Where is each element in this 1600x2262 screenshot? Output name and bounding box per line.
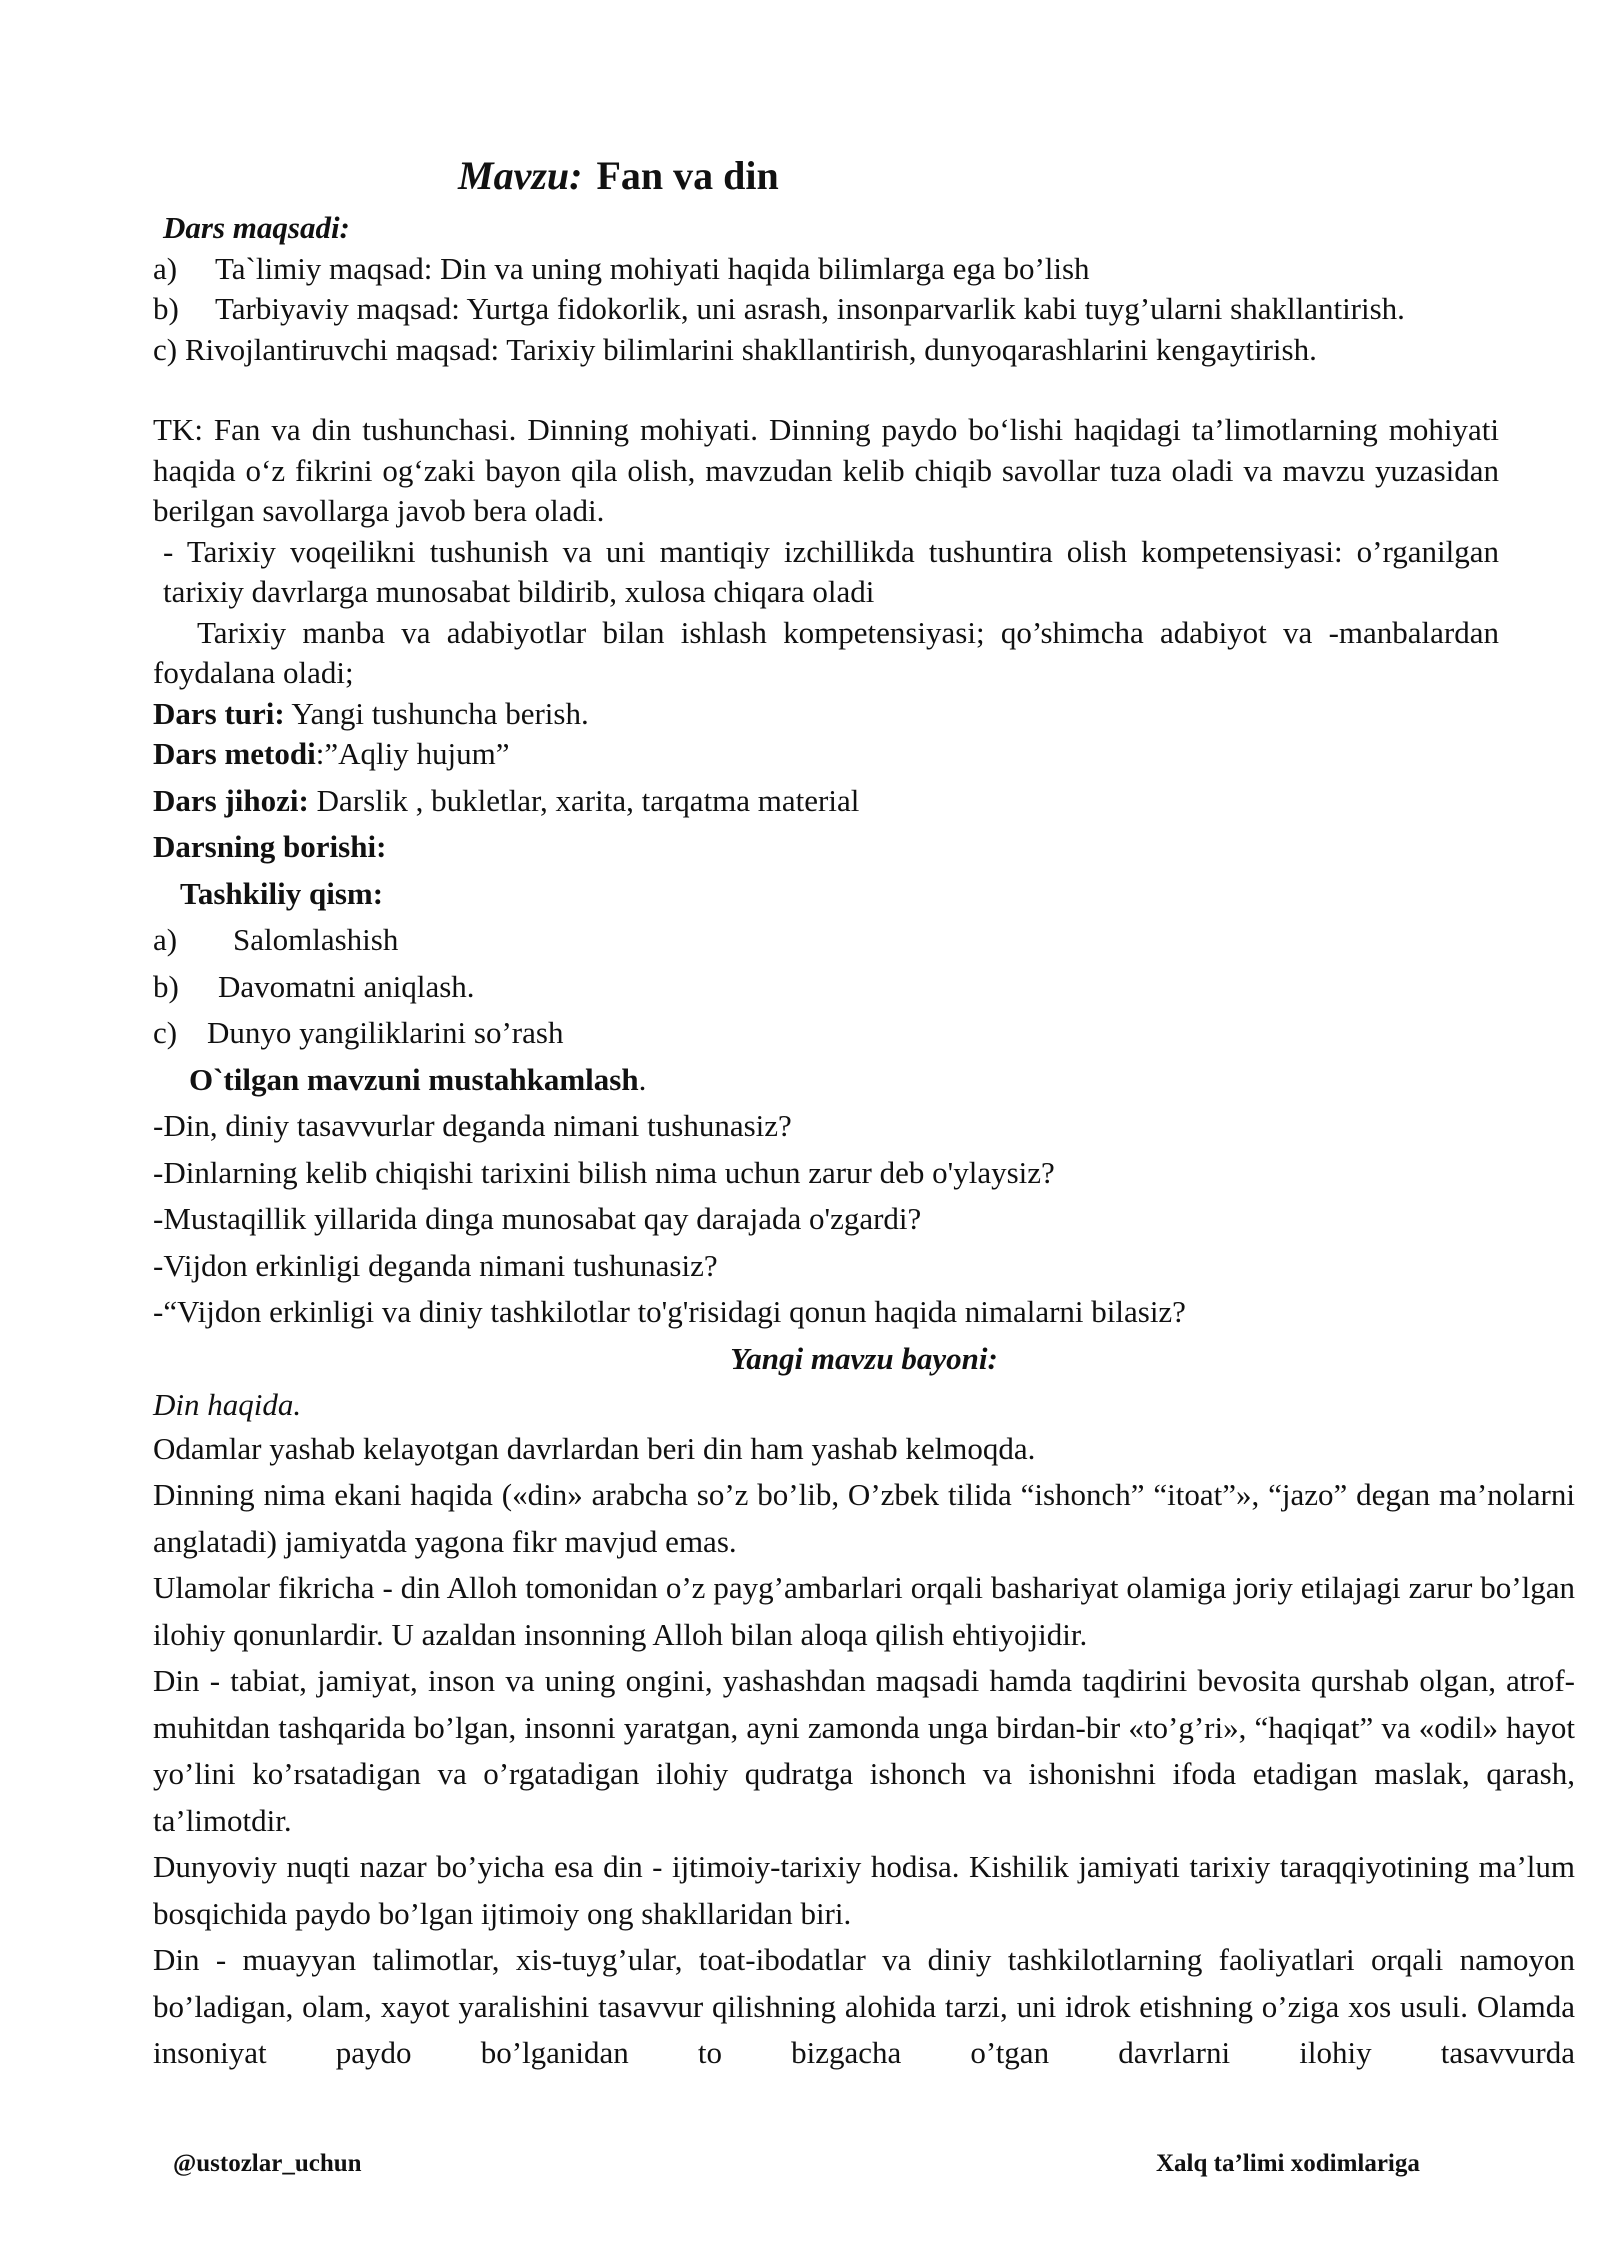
new-topic-heading: Yangi mavzu bayoni: xyxy=(730,1340,998,1376)
organizational-heading: Tashkiliy qism: xyxy=(180,875,384,911)
list-item-text: Davomatni aniqlash. xyxy=(218,968,475,1004)
lesson-method xyxy=(153,734,1575,775)
list-item-text: Salomlashish xyxy=(233,922,399,957)
review-heading xyxy=(153,1060,1575,1101)
lesson-type xyxy=(153,694,1575,735)
goal-b-marker: b) xyxy=(153,291,179,326)
competency-history: - Tarixiy voqeilikni tushunish va uni mantiqiy izchillikda tushuntira olish kompetensiyasi: o’rganilgan tarixiy davrlarga munosabat bildirib, xulosa chiqara oladi xyxy=(163,533,1499,609)
paragraph: Ulamolar fikricha - din Alloh tomonidan o’z payg’ambarlari orqali bashariyat olamiga joriy etilajagi zarur bo’lgan ilohiy qonunlardir. U azaldan insonning Alloh bilan aloqa qilish ehtiyojidir. xyxy=(153,1570,1575,1652)
lesson-equipment-value: Darslik , bukletlar, xarita, tarqatma material xyxy=(316,782,860,818)
competency-sources: Tarixiy manba va adabiyotlar bilan ishlash kompetensiyasi; qo’shimcha adabiyot va -manbalardan foydalana oladi; xyxy=(153,614,1499,690)
review-question: -Dinlarning kelib chiqishi tarixini bilish nima uchun zarur deb o'ylaysiz? xyxy=(153,1154,1055,1190)
review-question: -Din, diniy tasavvurlar deganda nimani tushunasiz? xyxy=(153,1108,792,1143)
list-item xyxy=(153,967,1575,1008)
paragraph: Din - muayyan talimotlar, xis-tuyg’ular, toat-ibodatlar va diniy tashkilotlarning faoliyatlari orqali namoyon bo’ladigan, olam, xayot yaralishini tasavvur qilishning alohida tarzi, uni idrok etishning o’ziga xos usuli. Olamda insoniyat paydo bo’lganidan to bizgacha o’tgan davrlarni ilohiy tasavvurda xyxy=(153,1942,1575,2070)
lesson-equipment xyxy=(153,781,1575,822)
title-label: Mavzu: xyxy=(458,153,583,198)
goals-heading: Dars maqsadi: xyxy=(163,210,350,245)
document-body xyxy=(153,208,1575,2077)
lesson-progress-heading: Darsning borishi: xyxy=(153,829,387,864)
paragraph: Din - tabiat, jamiyat, inson va uning ongini, yashashdan maqsadi hamda taqdirini bevosita qurshab olgan, atrof-muhitdan tashqarida bo’lgan, insonni yaratgan, ayni zamonda unga birdan-bir «to’g’ri», “haqiqat” va «odil» hayot yo’lini ko’rsatadigan va o’rgatadigan ilohiy qudratga ishonch va ishonishni ifoda etadigan maslak, qarash, ta’limotdir. xyxy=(153,1663,1575,1838)
goal-a xyxy=(153,249,1575,290)
list-item xyxy=(153,1013,1575,1054)
new-topic-subheading: Din haqida. xyxy=(153,1387,302,1422)
review-question: -Vijdon erkinligi deganda nimani tushunasiz? xyxy=(153,1247,718,1283)
review-question: -Mustaqillik yillarida dinga munosabat qay darajada o'zgardi? xyxy=(153,1201,922,1236)
list-item xyxy=(153,920,1575,961)
list-item-marker: c) xyxy=(153,1015,178,1050)
goal-b-text: Tarbiyaviy maqsad: Yurtga fidokorlik, uni asrash, insonparvarlik kabi tuyg’ularni shakllantirish. xyxy=(215,291,1405,326)
paragraph: Dunyoviy nuqti nazar bo’yicha esa din - ijtimoiy-tarixiy hodisa. Kishilik jamiyati tarixiy taraqqiyotining ma’lum bosqichida paydo bo’lgan ijtimoiy ong shakllaridan biri. xyxy=(153,1849,1575,1931)
lesson-type-label: Dars turi: xyxy=(153,695,285,731)
title-text: Fan va din xyxy=(596,153,779,198)
list-item-marker: b) xyxy=(153,968,179,1004)
lesson-method-label: Dars metodi xyxy=(153,736,316,771)
review-question: -“Vijdon erkinligi va diniy tashkilotlar to'g'risidagi qonun haqida nimalarni bilasiz? xyxy=(153,1294,1186,1329)
list-item-marker: a) xyxy=(153,922,178,957)
review-heading-text: O`tilgan mavzuni mustahkamlash xyxy=(189,1061,639,1097)
review-heading-suffix: . xyxy=(638,1061,647,1097)
paragraph: Dinning nima ekani haqida («din» arabcha so’z bo’lib, O’zbek tilida “ishonch” “itoat”», “jazo” degan ma’nolarni anglatadi) jamiyatda yagona fikr mavjud emas. xyxy=(153,1477,1575,1559)
footer-audience: Xalq ta’limi xodimlariga xyxy=(1156,2150,1420,2177)
paragraph: Odamlar yashab kelayotgan davrlardan beri din ham yashab kelmoqda. xyxy=(153,1430,1036,1466)
list-item-text: Dunyo yangiliklarini so’rash xyxy=(207,1015,564,1050)
goal-b xyxy=(153,289,1575,330)
goal-a-marker: a) xyxy=(153,250,178,286)
footer-handle: @ustozlar_uchun xyxy=(173,2150,362,2177)
lesson-equipment-label: Dars jihozi: xyxy=(153,782,309,818)
spacer xyxy=(153,370,1575,410)
lesson-method-value: :”Aqliy hujum” xyxy=(315,736,510,771)
new-topic-text xyxy=(153,1426,1575,2077)
goal-c: c) Rivojlantiruvchi maqsad: Tarixiy bilimlarini shakllantirish, dunyoqarashlarini kengaytirish. xyxy=(153,331,1317,367)
lesson-type-value: Yangi tushuncha berish. xyxy=(291,695,589,731)
goal-a-text: Ta`limiy maqsad: Din va uning mohiyati haqida bilimlarga ega bo’lish xyxy=(215,250,1090,286)
competency-tk: TK: Fan va din tushunchasi. Dinning mohiyati. Dinning paydo bo‘lishi haqidagi ta’limotlarning mohiyati haqida o‘z fikrini og‘zaki bayon qila olish, mavzudan kelib chiqib savollar tuza oladi va mavzu yuzasidan berilgan savollarga javob bera oladi. xyxy=(153,412,1499,528)
page-title xyxy=(458,152,779,199)
